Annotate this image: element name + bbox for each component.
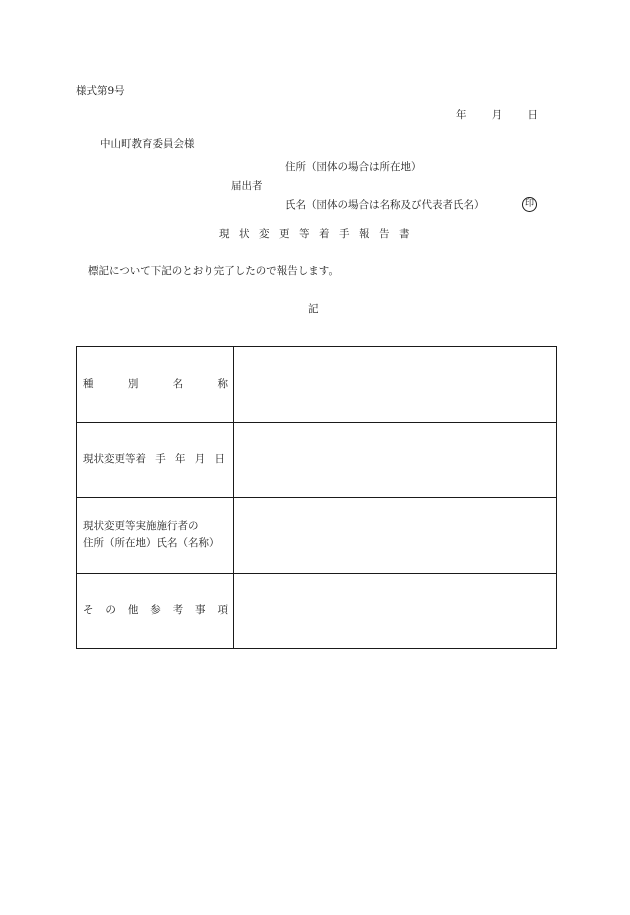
row-label-other-notes: [77, 573, 234, 649]
body-text: 標記について下記のとおり完了したので報告します。: [88, 265, 339, 277]
label-line-2: 住所（所在地）氏名（名称）: [83, 537, 220, 550]
label-line-1: 現状変更等実施施行者の: [83, 520, 199, 533]
label-main: 現状変更等着: [83, 453, 146, 466]
label-char: 参: [150, 604, 161, 617]
label-char: 種: [83, 377, 94, 390]
value-cell-other-notes[interactable]: [234, 573, 557, 649]
date-line: [456, 108, 538, 122]
value-cell-executor[interactable]: [234, 498, 557, 574]
label-char: 別: [127, 377, 139, 390]
label-char: 名: [172, 377, 184, 390]
date-month-label: 月: [491, 109, 503, 121]
row-label-type-name: [77, 347, 234, 423]
date-day-label: 日: [527, 109, 538, 121]
document-title: 現状変更等着手報告書: [219, 228, 419, 240]
seal-mark: 印: [522, 197, 537, 212]
label-char: 考: [172, 604, 184, 617]
row-label-executor: [77, 498, 234, 574]
label-char: 日: [214, 453, 225, 466]
label-char: そ: [83, 604, 94, 617]
table-row: [77, 422, 557, 498]
label-char: 項: [217, 604, 228, 617]
label-char: 称: [217, 377, 228, 390]
label-char: 手: [155, 453, 166, 466]
recipient: 中山町教育委員会様: [100, 138, 195, 150]
label-char: 他: [127, 604, 139, 617]
table-row: [77, 347, 557, 423]
label-char: 事: [195, 604, 206, 617]
label-char: 月: [194, 453, 206, 466]
label-char: 年: [175, 453, 186, 466]
table-row: [77, 573, 557, 649]
table-row: [77, 498, 557, 574]
applicant-name-label: 氏名（団体の場合は名称及び代表者氏名）: [285, 199, 485, 211]
report-table: [76, 346, 557, 649]
row-label-start-date: [77, 422, 234, 498]
label-char: の: [105, 604, 116, 617]
form-number: 様式第9号: [76, 85, 125, 97]
value-cell-type-name[interactable]: [234, 347, 557, 423]
ki-heading: 記: [308, 303, 319, 315]
applicant-address-label: 住所（団体の場合は所在地）: [285, 161, 422, 173]
applicant-label: 届出者: [231, 180, 263, 192]
date-year-label: 年: [456, 109, 467, 121]
value-cell-start-date[interactable]: [234, 422, 557, 498]
